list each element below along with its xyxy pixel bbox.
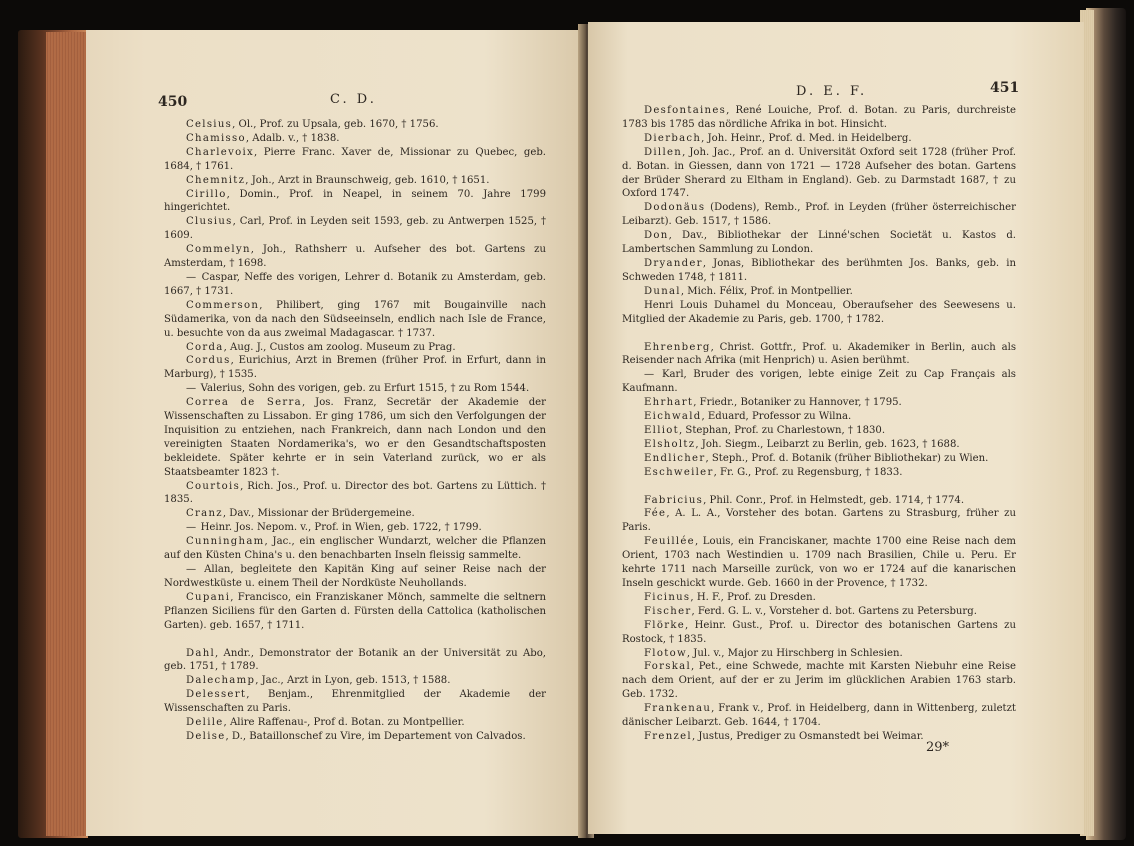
entry xyxy=(622,605,1016,619)
right-page-text xyxy=(622,104,1016,744)
entry xyxy=(622,396,1016,410)
entry-text: , Justus, Prediger zu Osmanstedt bei Weimar. xyxy=(691,730,924,742)
entry xyxy=(164,563,546,591)
entry-name: Courtois xyxy=(186,480,241,492)
entry xyxy=(622,466,1016,480)
entry-text: , Phil. Conr., Prof. in Helmstedt, geb. 1714, † 1774. xyxy=(703,494,965,506)
entry-text: , Joh. Heinr., Prof. d. Med. in Heidelberg. xyxy=(701,132,912,144)
entry-name: Fabricius xyxy=(644,494,704,506)
entry xyxy=(622,591,1016,605)
entry xyxy=(622,410,1016,424)
entry-text: , Aug. J., Custos am zoolog. Museum zu Prag. xyxy=(223,341,456,353)
entry xyxy=(164,146,546,174)
entry-text: , Louis, ein Franciskaner, machte 1700 eine Reise nach dem Orient, 1703 nach Westindien u. 1709 nach Brasilien, Chile u. Peru. Er kehrte 1711 nach Marseille zurück, von wo er 1724 auf die kanarischen Inseln geschickt wurde. Geb. 1660 in der Provence, † 1732. xyxy=(622,536,1016,589)
entry xyxy=(622,660,1016,702)
entry-text: , Jonas, Bibliothekar des berühmten Jos. Banks, geb. in Schweden 1748, † 1811. xyxy=(622,257,1016,283)
entry-name: Forskal xyxy=(644,661,691,673)
left-running-head: C. D. xyxy=(330,92,377,107)
entry-text: , Benjam., Ehrenmitglied der Akademie der Wissenschaften zu Paris. xyxy=(164,689,546,715)
entry-name: Delise xyxy=(186,730,226,742)
entry-name: Cunningham xyxy=(186,536,265,548)
entry-text: Karl, Bruder des vorigen, lebte einige Zeit zu Cap Français als Kaufmann. xyxy=(622,369,1016,395)
entry xyxy=(164,132,546,146)
entry-name: — xyxy=(186,564,198,575)
entry-text: , Mich. Félix, Prof. in Montpellier. xyxy=(680,285,853,297)
entry-text: , Alire Raffenau-, Prof d. Botan. zu Montpellier. xyxy=(223,717,465,729)
entry-text: , Pierre Franc. Xaver de, Missionar zu Quebec, geb. 1684, † 1761. xyxy=(164,146,546,172)
entry-name: Chamisso xyxy=(186,132,246,144)
entry-text: (Dodens), Remb., Prof. in Leyden (früher österreichischer Leibarzt). Geb. 1517, † 1586. xyxy=(622,202,1016,228)
entry xyxy=(164,480,546,508)
entry xyxy=(164,688,546,716)
entry xyxy=(622,507,1016,535)
entry xyxy=(622,201,1016,229)
entry-name: Celsius xyxy=(186,119,233,130)
entry-name: Endlicher xyxy=(644,452,706,464)
entry xyxy=(164,716,546,730)
entry-text: , Andr., Demonstrator der Botanik an der Universität zu Abo, geb. 1751, † 1789. xyxy=(164,647,546,673)
entry-name: — xyxy=(186,271,198,283)
entry xyxy=(622,146,1016,202)
signature-mark: 29* xyxy=(926,740,950,755)
entry xyxy=(622,438,1016,452)
entry-name: Dalechamp xyxy=(186,675,256,687)
entry-name: Delile xyxy=(186,717,224,729)
entry xyxy=(622,368,1016,396)
entry-name: Dierbach xyxy=(644,132,702,144)
entry-text: , Christ. Gottfr., Prof. u. Akademiker in Berlin, auch als Reisender nach Afrika (mit Henprich) u. Asien berühmt. xyxy=(622,341,1016,367)
entry-text: , Carl, Prof. in Leyden seit 1593, geb. zu Antwerpen 1525, † 1609. xyxy=(164,216,546,242)
entry-name: Cordus xyxy=(186,355,231,367)
entry-name: Charlevoix xyxy=(186,146,254,158)
entry-text: , Stephan, Prof. zu Charlestown, † 1830. xyxy=(679,424,886,436)
entry-name: Eichwald xyxy=(644,411,702,423)
entry xyxy=(622,104,1016,132)
entry-name: Ficinus xyxy=(644,591,691,603)
entry-name: Delessert xyxy=(186,689,247,701)
entry-text: , Joh., Arzt in Braunschweig, geb. 1610, † 1651. xyxy=(245,174,490,186)
entry xyxy=(164,507,546,521)
entry-text: , Dav., Bibliothekar der Linné'schen Societät u. Kastos d. Lambertschen Sammlung zu London. xyxy=(622,230,1016,256)
entry xyxy=(622,535,1016,591)
right-page xyxy=(588,22,1084,834)
entry-text: Caspar, Neffe des vorigen, Lehrer d. Botanik zu Amsterdam, geb. 1667, † 1731. xyxy=(164,271,546,297)
entry-name: Ehrenberg xyxy=(644,341,711,353)
entry-name: Fischer xyxy=(644,605,692,617)
entry-name: Cirillo xyxy=(186,188,227,200)
left-page-edges xyxy=(46,32,90,836)
entry-text: Henri Louis Duhamel du Monceau, Oberaufseher des Seewesens u. Mitglied der Akademie zu Paris, geb. 1700, † 1782. xyxy=(622,299,1016,325)
entry-text: Allan, begleitete den Kapitän King auf seiner Reise nach der Nordwestküste u. einem Theil der Nordküste Neuhollands. xyxy=(164,564,546,589)
entry-text: , Jac., Arzt in Lyon, geb. 1513, † 1588. xyxy=(255,675,451,687)
entry-name: Cupani xyxy=(186,591,231,603)
entry xyxy=(164,382,546,396)
entry-text: , D., Bataillonschef zu Vire, im Departement von Calvados. xyxy=(225,730,526,742)
entry xyxy=(622,424,1016,438)
entry xyxy=(164,647,546,675)
entry-name: Feuillée xyxy=(644,536,695,548)
entry xyxy=(622,647,1016,661)
entry-text: , A. L. A., Vorsteher des botan. Gartens zu Strasburg, früher zu Paris. xyxy=(622,508,1016,534)
entry-name: Frenzel xyxy=(644,730,692,742)
entry xyxy=(164,215,546,243)
entry-name: Frankenau xyxy=(644,703,712,715)
entry-name: Dryander xyxy=(644,257,703,269)
entry xyxy=(622,285,1016,299)
entry xyxy=(164,521,546,535)
entry-name: Dillen xyxy=(644,146,683,158)
entry-text: , Rich. Jos., Prof. u. Director des bot. Gartens zu Lüttich. † 1835. xyxy=(164,480,546,506)
entry-text: , Joh., Rathsherr u. Aufseher des bot. Gartens zu Amsterdam, † 1698. xyxy=(164,244,546,270)
entry-text: , Jac., ein englischer Wundarzt, welcher die Pflanzen auf den Küsten China's u. den benachbarten Inseln fleissig sammelte. xyxy=(164,536,546,562)
entry xyxy=(622,257,1016,285)
entry-name: Dahl xyxy=(186,647,216,659)
entry-text: , Jul. v., Major zu Hirschberg in Schlesien. xyxy=(686,647,903,659)
entry xyxy=(164,174,546,188)
entry xyxy=(164,118,546,132)
right-running-head: D. E. F. xyxy=(796,84,868,99)
entry xyxy=(164,354,546,382)
entry-text: , Heinr. Gust., Prof. u. Director des botanischen Gartens zu Rostock, † 1835. xyxy=(622,619,1016,645)
entry xyxy=(164,730,546,744)
entry-text: , Joh. Siegm., Leibarzt zu Berlin, geb. 1623, † 1688. xyxy=(695,438,960,450)
entry-name: Fée xyxy=(644,508,667,520)
entry-name: — xyxy=(186,383,198,395)
entry-name: Ehrhart xyxy=(644,397,694,409)
entry-text: , René Louiche, Prof. d. Botan. zu Paris, durchreiste 1783 bis 1785 das nördliche Afrika in bot. Hinsicht. xyxy=(622,105,1016,130)
entry-name: Flotow xyxy=(644,647,687,659)
entry xyxy=(622,702,1016,730)
entry-text: , Domin., Prof. in Neapel, in seinem 70. Jahre 1799 hingerichtet. xyxy=(164,188,546,214)
entry xyxy=(622,132,1016,146)
entry xyxy=(164,341,546,355)
entry xyxy=(164,396,546,479)
entry-name: Don xyxy=(644,230,669,242)
entry-text: , H. F., Prof. zu Dresden. xyxy=(690,591,816,603)
entry xyxy=(622,341,1016,369)
entry xyxy=(622,229,1016,257)
entry-text: Valerius, Sohn des vorigen, geb. zu Erfurt 1515, † zu Rom 1544. xyxy=(197,383,530,395)
entry-text: , Jos. Franz, Secretär der Akademie der Wissenschaften zu Lissabon. Er ging 1786, um sich den Verfolgungen der Inquisition zu entziehen, nach Frankreich, dann nach London und den vereinigten Staaten Nordamerika's, wo er den Gesandtschaftsposten bekleidete. Später kehrte er in sein Vaterland zurück, wo er als Staatsbeamter 1823 †. xyxy=(164,397,546,478)
entry xyxy=(622,452,1016,466)
entry-name: Desfontaines xyxy=(644,105,727,116)
entry-text: , Philibert, ging 1767 mit Bougainville nach Südamerika, von da nach den Südseeinseln, endlich nach Isle de France, u. besuchte von da aus zweimal Madagascar. † 1737. xyxy=(164,299,546,339)
entry-name: Eschweiler xyxy=(644,466,714,478)
entry xyxy=(164,243,546,271)
entry xyxy=(622,494,1016,508)
entry-name: Chemnitz xyxy=(186,174,246,186)
entry-text: , Fr. G., Prof. zu Regensburg, † 1833. xyxy=(713,466,903,478)
entry-text: , Ol., Prof. zu Upsala, geb. 1670, † 1756. xyxy=(232,119,439,130)
entry xyxy=(164,271,546,299)
entry-name: Clusius xyxy=(186,216,233,228)
entry-text: , Eurichius, Arzt in Bremen (früher Prof. in Erfurt, dann in Marburg), † 1535. xyxy=(164,355,546,381)
entry xyxy=(622,619,1016,647)
entry xyxy=(164,535,546,563)
left-page xyxy=(86,30,584,836)
entry-name: Dunal xyxy=(644,285,681,297)
entry-text: , Francisco, ein Franziskaner Mönch, sammelte die seltnern Pflanzen Siciliens für den Garten d. Fürsten della Cattolica (katholischen Garten). geb. 1657, † 1711. xyxy=(164,591,546,631)
left-page-number: 450 xyxy=(158,94,188,110)
entry xyxy=(164,674,546,688)
entry-name: Flörke xyxy=(644,619,686,631)
entry-text: , Dav., Missionar der Brüdergemeine. xyxy=(222,508,415,520)
entry-name: Corda xyxy=(186,341,224,353)
entry-text: Heinr. Jos. Nepom. v., Prof. in Wien, geb. 1722, † 1799. xyxy=(197,522,482,534)
entry-text: , Eduard, Professor zu Wilna. xyxy=(701,411,852,423)
entry xyxy=(164,188,546,216)
entry-name: Correa de Serra xyxy=(186,397,302,409)
entry-name: Elsholtz xyxy=(644,438,696,450)
entry xyxy=(622,299,1016,327)
entry-text: , Frank v., Prof. in Heidelberg, dann in Wittenberg, zuletzt dänischer Leibarzt. Geb. 1644, † 1704. xyxy=(622,703,1016,729)
entry-name: Elliot xyxy=(644,424,679,436)
entry xyxy=(164,591,546,633)
entry-name: Commelyn xyxy=(186,244,251,256)
entry-name: — xyxy=(644,369,656,381)
entry xyxy=(622,730,1016,744)
right-page-number: 451 xyxy=(990,80,1020,96)
entry-text: , Ferd. G. L. v., Vorsteher d. bot. Gartens zu Petersburg. xyxy=(691,605,977,617)
entry-text: , Friedr., Botaniker zu Hannover, † 1795. xyxy=(693,397,902,409)
entry-text: , Steph., Prof. d. Botanik (früher Bibliothekar) zu Wien. xyxy=(705,452,989,464)
entry-text: , Adalb. v., † 1838. xyxy=(245,132,340,144)
entry-name: Commerson xyxy=(186,299,260,311)
entry xyxy=(164,299,546,341)
entry-text: , Joh. Jac., Prof. an d. Universität Oxford seit 1728 (früher Prof. d. Botan. in Giessen, dann von 1721 — 1728 Aufseher des botan. Gartens der Brüder Sherard zu Eltham in England). Geb. zu Darmstadt 1687, † zu Oxford 1747. xyxy=(622,146,1016,200)
entry-text: , Pet., eine Schwede, machte mit Karsten Niebuhr eine Reise nach dem Orient, auf der er zu Jerim im glücklichen Arabien 1763 starb. Geb. 1732. xyxy=(622,661,1016,701)
entry-name: Cranz xyxy=(186,508,223,520)
left-page-text xyxy=(164,118,546,744)
entry-name: — xyxy=(186,522,198,534)
entry-name: Dodonäus xyxy=(644,202,706,214)
